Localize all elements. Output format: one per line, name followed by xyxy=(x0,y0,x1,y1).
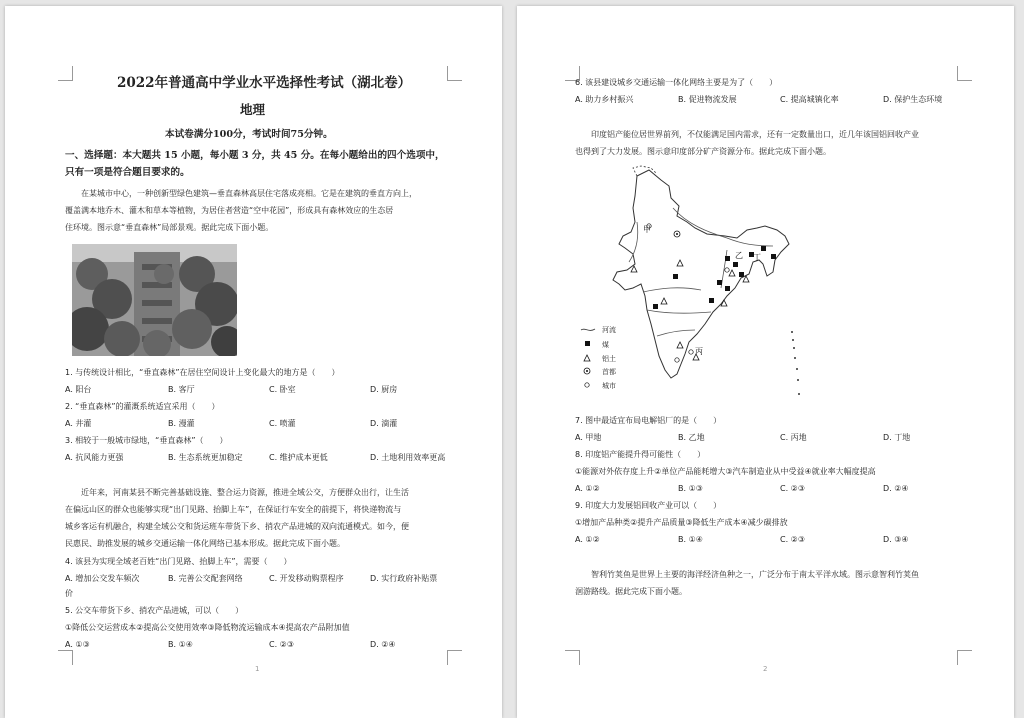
option: D. ②④ xyxy=(883,484,909,493)
option: A. 抗风能力更强 xyxy=(65,453,124,462)
option: C. ②③ xyxy=(780,535,806,544)
city-marker xyxy=(689,350,693,354)
exam-info: 本试卷满分100分，考试时间75分钟。 xyxy=(165,129,333,140)
legend-bauxite: 铝土 xyxy=(602,355,616,363)
statement-line: ①能源对外依存度上升②单位产品能耗增大③汽车制造业从中受益④就业率大幅度提高 xyxy=(575,467,876,476)
legend-symbols xyxy=(579,325,599,395)
coal-marker xyxy=(673,274,678,279)
option: C. 喷灌 xyxy=(269,419,296,428)
option-wrap: 价 xyxy=(65,589,73,598)
passage-line: 覆盖满本地乔木、灌木和草本等植物，为居住者营造“空中花园”，形成具有森林效应的生态居 xyxy=(65,206,394,215)
option: D. ③④ xyxy=(883,535,909,544)
option: A. ①③ xyxy=(65,640,90,649)
option: A. ①② xyxy=(575,484,600,493)
passage-line: 也得到了大力发展。图示意印度部分矿产资源分布。据此完成下面小题。 xyxy=(575,147,831,156)
statement-line: ①增加产品种类②提升产品质量③降低生产成本④减少碳排放 xyxy=(575,518,788,527)
passage-line: 在某城市中心，一种创新型绿色建筑—垂直森林高层住宅落成亮相。它是在建筑的垂直方向上， xyxy=(65,189,417,198)
option: B. ①③ xyxy=(678,484,703,493)
label-bing: 丙 xyxy=(695,347,703,356)
coal-marker xyxy=(761,246,766,251)
crop-mark xyxy=(58,66,73,81)
question-5: 5. 公交车带货下乡、捎农产品进城，可以（ ） xyxy=(65,606,244,615)
statement-line: ①降低公交运营成本②提高公交使用效率③降低物流运输成本④提高农产品附加值 xyxy=(65,623,350,632)
option: C. 丙地 xyxy=(780,433,807,442)
question-3: 3. 相较于一般城市绿地，“垂直森林”（ ） xyxy=(65,436,228,445)
exam-title: 2022年普通高中学业水平选择性考试（湖北卷） xyxy=(117,75,412,91)
passage-line: 在偏远山区的群众也能够实现“出门见路、抬脚上车”，在保证行车安全的前提下，将快递物流与 xyxy=(65,505,402,514)
option: B. 乙地 xyxy=(678,433,705,442)
option: D. 保护生态环境 xyxy=(883,95,943,104)
coal-marker xyxy=(771,254,776,259)
option: D. 滴灌 xyxy=(370,419,398,428)
option: A. 阳台 xyxy=(65,385,92,394)
option: A. 井灌 xyxy=(65,419,92,428)
passage-line: 印度铝产能位居世界前列，不仅能满足国内需求，还有一定数量出口，近几年该国铝回收产业 xyxy=(575,130,919,139)
passage-line: 近年来，河南某县不断完善基础设施、整合运力资源，推进全域公交，方便群众出行，让生活 xyxy=(65,488,409,497)
coal-marker xyxy=(653,304,658,309)
option: A. 甲地 xyxy=(575,433,602,442)
legend-capital: 首都 xyxy=(602,368,616,376)
question-6: 6. 该县建设城乡交通运输一体化网络主要是为了（ ） xyxy=(575,78,778,87)
option: D. 丁地 xyxy=(883,433,911,442)
crop-mark xyxy=(447,650,462,665)
option: D. ②④ xyxy=(370,640,396,649)
label-yi: 乙 xyxy=(735,251,743,260)
option: B. ①④ xyxy=(678,535,703,544)
crop-mark xyxy=(957,66,972,81)
vertical-forest-photo xyxy=(72,244,237,356)
coal-marker xyxy=(717,280,722,285)
legend-river: 河流 xyxy=(602,326,616,334)
option: B. 促进物流发展 xyxy=(678,95,737,104)
coal-marker xyxy=(725,256,730,261)
option: C. 卧室 xyxy=(269,385,296,394)
option: A. 助力乡村振兴 xyxy=(575,95,634,104)
coal-marker xyxy=(733,262,738,267)
label-jia: 甲 xyxy=(643,225,651,234)
option: C. ②③ xyxy=(780,484,806,493)
crop-mark xyxy=(447,66,462,81)
legend-coal: 煤 xyxy=(602,341,609,349)
question-1: 1. 与传统设计相比，“垂直森林”在居住空间设计上变化最大的地方是（ ） xyxy=(65,368,340,377)
passage-line: 洄游路线。据此完成下面小题。 xyxy=(575,587,687,596)
option: C. ②③ xyxy=(269,640,295,649)
coal-marker xyxy=(709,298,714,303)
passage-line: 民惠民、助推发展的城乡交通运输一体化网络已基本形成。据此完成下面小题。 xyxy=(65,539,345,548)
section-heading-cont: 只有一项是符合题目要求的。 xyxy=(65,167,190,178)
page-1 xyxy=(5,6,502,718)
passage-line: 智利竹荚鱼是世界上主要的海洋经济鱼种之一，广泛分布于南太平洋水域。图示意智利竹荚鱼 xyxy=(575,570,919,579)
city-marker xyxy=(725,268,729,272)
crop-mark xyxy=(565,650,580,665)
section-heading: 一、选择题：本大题共 15 小题，每小题 3 分，共 45 分。在每小题给出的四个选项中， xyxy=(65,150,445,161)
option: A. 增加公交发车频次 xyxy=(65,574,140,583)
crop-mark xyxy=(58,650,73,665)
option: B. 漫灌 xyxy=(168,419,195,428)
question-8: 8. 印度铝产能提升得可能性（ ） xyxy=(575,450,706,459)
crop-mark xyxy=(957,650,972,665)
city-marker xyxy=(675,358,679,362)
option: B. 客厅 xyxy=(168,385,195,394)
option: C. 维护成本更低 xyxy=(269,453,328,462)
option: B. 生态系统更加稳定 xyxy=(168,453,243,462)
option: D. 土地利用效率更高 xyxy=(370,453,446,462)
question-2: 2. “垂直森林”的灌溉系统适宜采用（ ） xyxy=(65,402,220,411)
coal-marker xyxy=(739,272,744,277)
option: D. 厨房 xyxy=(370,385,398,394)
question-9: 9. 印度大力发展铝回收产业可以（ ） xyxy=(575,501,722,510)
label-ding: 丁 xyxy=(753,253,761,262)
question-4: 4. 该县为实现全域老百姓“出门见路、抬脚上车”，需要（ ） xyxy=(65,557,292,566)
subject-title: 地理 xyxy=(240,102,266,117)
question-7: 7. 图中最适宜布局电解铝厂的是（ ） xyxy=(575,416,722,425)
option: C. 提高城镇化率 xyxy=(780,95,839,104)
passage-line: 城乡客运有机融合，构建全域公交和货运班车带货下乡、捎农产品进城的双向流通模式。如今，便 xyxy=(65,522,409,531)
option: D. 实行政府补贴票 xyxy=(370,574,438,583)
page-number: 1 xyxy=(255,665,260,673)
page-2 xyxy=(517,6,1014,718)
option: C. 开发移动购票程序 xyxy=(269,574,344,583)
coal-marker xyxy=(725,286,730,291)
passage-line: 住环境。图示意“垂直森林”局部景观。据此完成下面小题。 xyxy=(65,223,274,232)
page-number: 2 xyxy=(763,665,768,673)
legend-city: 城市 xyxy=(602,382,616,390)
option: B. 完善公交配套网络 xyxy=(168,574,243,583)
option: A. ①② xyxy=(575,535,600,544)
option: B. ①④ xyxy=(168,640,193,649)
